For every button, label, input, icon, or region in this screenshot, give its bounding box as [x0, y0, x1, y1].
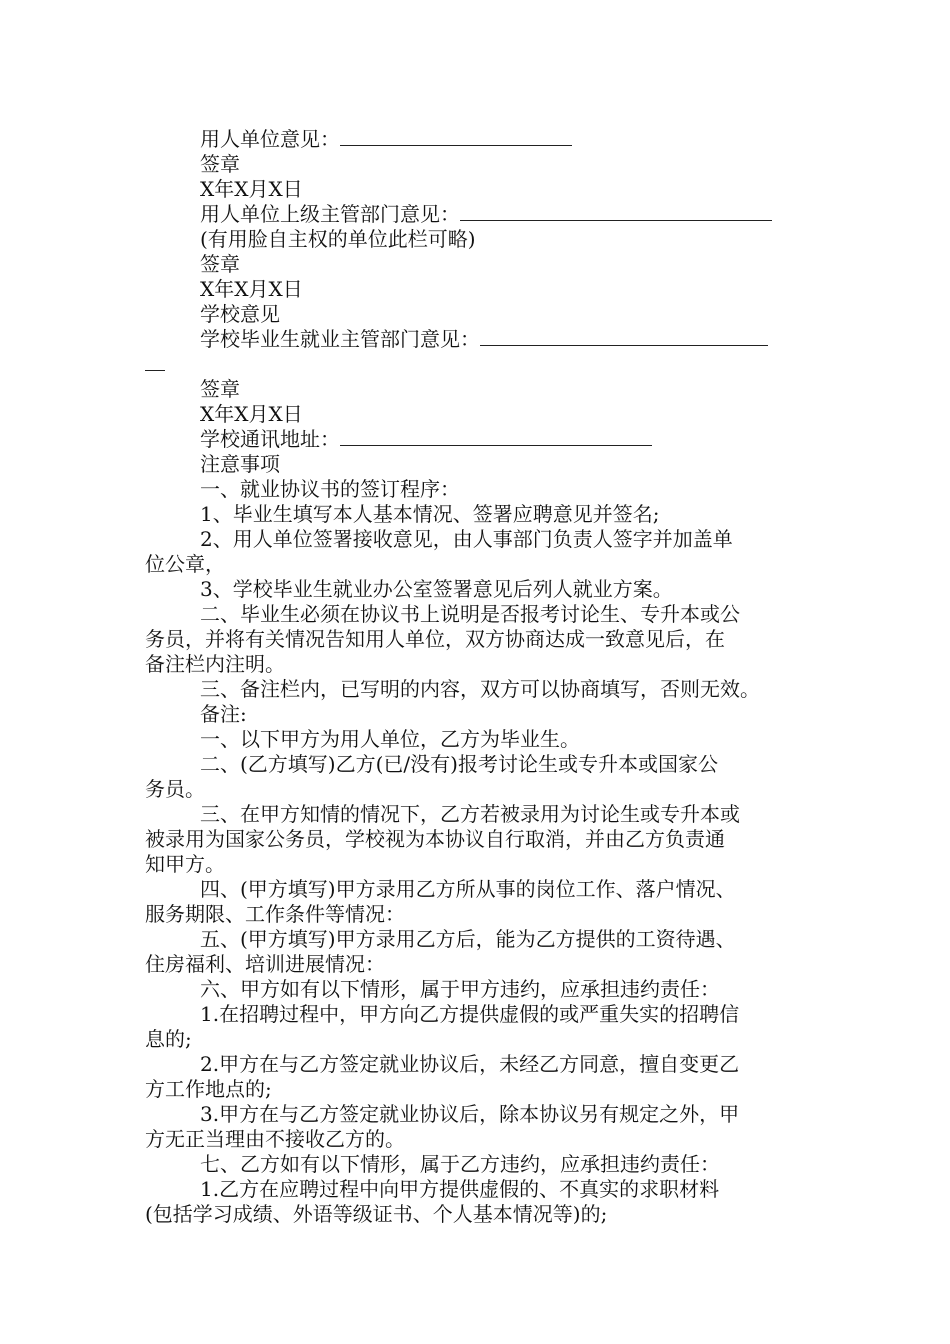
school-address-line [200, 426, 652, 452]
school-dept-opinion-label: 学校毕业生就业主管部门意见： [200, 327, 480, 351]
school-address-label: 学校通讯地址： [200, 427, 340, 451]
remarks-heading: 备注: [200, 702, 247, 726]
paragraph-line: 三、在甲方知情的情况下，乙方若被录用为讨论生或专升本或 [200, 802, 740, 826]
paragraph-line: 五、(甲方填写)甲方录用乙方后，能为乙方提供的工资待遇、 [200, 927, 736, 951]
signature-label: 签章 [200, 252, 240, 276]
paragraph-line: 务员。 [145, 777, 205, 801]
school-dept-opinion-blank [480, 327, 768, 346]
paragraph-line: 六、甲方如有以下情形，属于甲方违约，应承担违约责任： [200, 977, 720, 1001]
supervisor-opinion-label: 用人单位上级主管部门意见： [200, 202, 460, 226]
paragraph-line: 被录用为国家公务员，学校视为本协议自行取消，并由乙方负责通 [145, 827, 725, 851]
date-line: X年X月X日 [200, 402, 303, 426]
paragraph-line: 住房福利、培训进展情况： [145, 952, 385, 976]
paragraph-line: 位公章， [145, 552, 225, 576]
school-dept-opinion-line [200, 326, 768, 352]
paragraph-line: 备注栏内注明。 [145, 652, 285, 676]
paragraph-line: 务员，并将有关情况告知用人单位，双方协商达成一致意见后，在 [145, 627, 725, 651]
paragraph-line: 知甲方。 [145, 852, 225, 876]
paragraph-line: 四、(甲方填写)甲方录用乙方所从事的岗位工作、落户情况、 [200, 877, 736, 901]
paragraph-line: (包括学习成绩、外语等级证书、个人基本情况等)的; [145, 1202, 608, 1226]
paragraph-line: 二、(乙方填写)乙方(已/没有)报考讨论生或专升本或国家公 [200, 752, 718, 776]
paragraph-line: 方工作地点的; [145, 1077, 272, 1101]
signature-label: 签章 [200, 152, 240, 176]
notes-heading: 注意事项 [200, 452, 280, 476]
date-line: X年X月X日 [200, 277, 303, 301]
paragraph-line: 方无正当理由不接收乙方的。 [145, 1127, 405, 1151]
employer-opinion-blank [340, 127, 572, 146]
paragraph-line: 服务期限、工作条件等情况： [145, 902, 405, 926]
paragraph-line: 二、毕业生必须在协议书上说明是否报考讨论生、专升本或公 [200, 602, 740, 626]
employer-opinion-label: 用人单位意见： [200, 127, 340, 151]
paragraph-line: 2.甲方在与乙方签定就业协议后，未经乙方同意，擅自变更乙 [200, 1052, 740, 1076]
paragraph-line: 2、用人单位签署接收意见，由人事部门负责人签字并加盖单 [200, 527, 733, 551]
paragraph-line: 息的; [145, 1027, 192, 1051]
paragraph-line: 一、以下甲方为用人单位，乙方为毕业生。 [200, 727, 580, 751]
supervisor-opinion-blank [460, 202, 772, 221]
supervisor-note: (有用脸自主权的单位此栏可略) [200, 227, 476, 251]
paragraph-line: 一、就业协议书的签订程序： [200, 477, 460, 501]
paragraph-line: 3.甲方在与乙方签定就业协议后，除本协议另有规定之外，甲 [200, 1102, 740, 1126]
paragraph-line: 3、学校毕业生就业办公室签署意见后列人就业方案。 [200, 577, 673, 601]
paragraph-line: 1.在招聘过程中，甲方向乙方提供虚假的或严重失实的招聘信 [200, 1002, 740, 1026]
employer-opinion-line [200, 126, 572, 152]
school-opinion-heading: 学校意见 [200, 302, 280, 326]
date-line: X年X月X日 [200, 177, 303, 201]
paragraph-line: 1.乙方在应聘过程中向甲方提供虚假的、不真实的求职材料 [200, 1177, 720, 1201]
paragraph-line: 三、备注栏内，已写明的内容，双方可以协商填写，否则无效。 [200, 677, 760, 701]
school-dept-opinion-blank-continued [145, 351, 165, 377]
supervisor-opinion-line [200, 201, 772, 227]
school-address-blank [340, 427, 652, 446]
signature-label: 签章 [200, 377, 240, 401]
paragraph-line: 七、乙方如有以下情形，属于乙方违约，应承担违约责任： [200, 1152, 720, 1176]
paragraph-line: 1、毕业生填写本人基本情况、签署应聘意见并签名; [200, 502, 660, 526]
